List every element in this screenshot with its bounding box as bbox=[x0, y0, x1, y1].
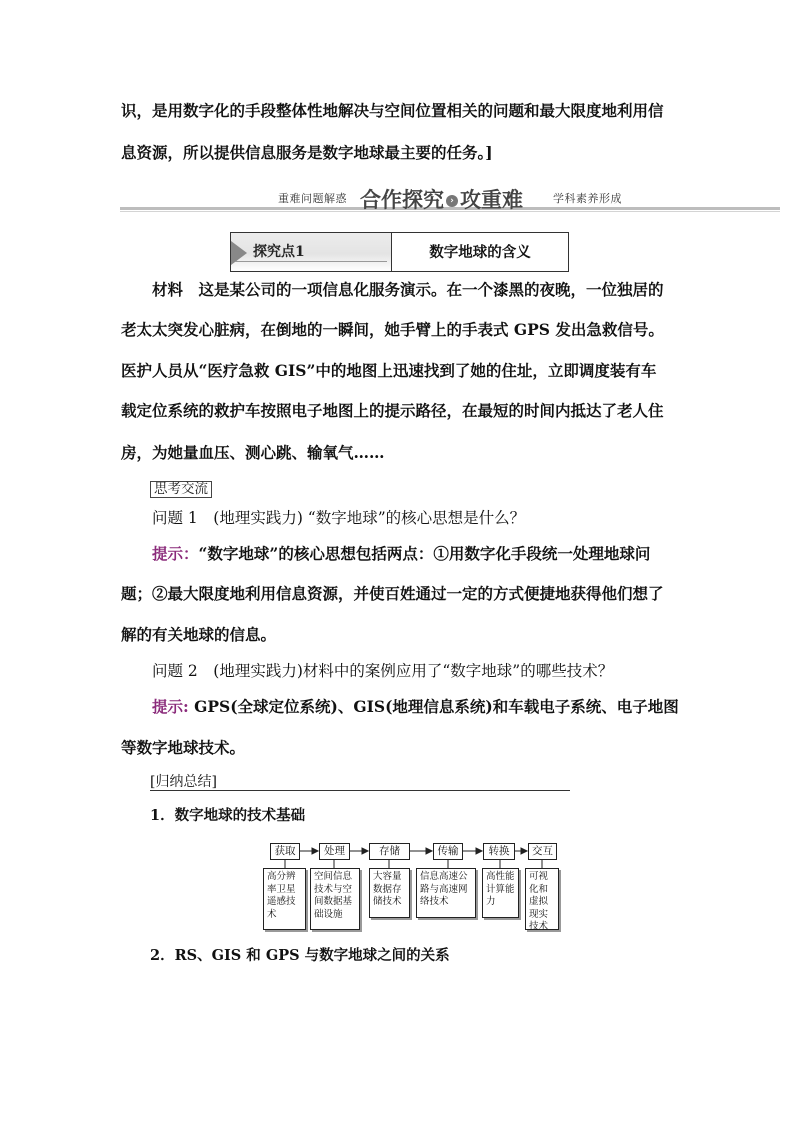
explore-point-tab bbox=[231, 233, 392, 271]
material-line-1: 材料 这是某公司的一项信息化服务演示。在一个漆黑的夜晚，一位独居的 bbox=[152, 280, 664, 299]
step-acquire: 获取 bbox=[270, 843, 300, 860]
step-transmit: 传输 bbox=[433, 843, 463, 860]
banner-right-text: 学科素养形成 bbox=[553, 192, 622, 205]
answer-1-line-3: 解的有关地球的信息。 bbox=[121, 625, 277, 644]
tab-underline bbox=[235, 261, 387, 262]
material-line-3: 医护人员从“医疗急救 GIS”中的地图上迅速找到了她的住址，立即调度装有车 bbox=[121, 361, 657, 380]
arrow-icon: › bbox=[446, 195, 458, 207]
answer-2-text: GPS(全球定位系统)、GIS(地理信息系统)和车载电子系统、电子地图 bbox=[188, 697, 679, 716]
answer-1-line-1 bbox=[152, 544, 708, 564]
heading-1: 1．数字地球的技术基础 bbox=[150, 807, 306, 824]
think-exchange-label: 思考交流 bbox=[150, 481, 212, 498]
detail-transmit: 信息高速公路与高速网络技术 bbox=[416, 868, 476, 918]
answer-2-line-1 bbox=[152, 697, 708, 717]
detail-convert: 高性能计算能力 bbox=[482, 868, 519, 918]
detail-store: 大容量数据存储技术 bbox=[369, 868, 410, 918]
banner-title bbox=[360, 184, 523, 214]
detail-interact: 可视化和虚拟现实技术 bbox=[525, 868, 559, 930]
hint-label: 提示： bbox=[152, 544, 199, 563]
step-process: 处理 bbox=[319, 843, 350, 860]
question-1: 问题 1 (地理实践力) “数字地球”的核心思想是什么？ bbox=[152, 509, 526, 527]
intro-line-1: 识，是用数字化的手段整体性地解决与空间位置相关的问题和最大限度地利用信 bbox=[121, 101, 664, 120]
detail-process: 空间信息技术与空间数据基础设施 bbox=[310, 868, 360, 930]
summary-label: [归纳总结] bbox=[150, 774, 217, 790]
answer-2-line-2: 等数字地球技术。 bbox=[121, 738, 246, 757]
summary-underline bbox=[150, 790, 570, 791]
step-convert: 转换 bbox=[483, 843, 515, 860]
banner-title-a: 合作探究 bbox=[360, 188, 444, 212]
hint-label: 提示: bbox=[152, 697, 189, 716]
answer-1-text: “数字地球”的核心思想包括两点：①用数字化手段统一处理地球问 bbox=[198, 544, 651, 563]
explore-point-label: 探究点1 bbox=[253, 244, 305, 260]
detail-acquire: 高分辨率卫星遥感技术 bbox=[263, 868, 306, 930]
material-line-2: 老太太突发心脏病，在倒地的一瞬间，她手臂上的手表式 GPS 发出急救信号。 bbox=[121, 320, 664, 339]
banner-left-text: 重难问题解惑 bbox=[278, 192, 347, 205]
section-banner bbox=[120, 184, 780, 214]
question-2: 问题 2 (地理实践力)材料中的案例应用了“数字地球”的哪些技术？ bbox=[152, 662, 614, 680]
heading-2: 2．RS、GIS 和 GPS 与数字地球之间的关系 bbox=[150, 947, 450, 964]
explore-point-box bbox=[230, 232, 569, 272]
intro-line-2: 息资源，所以提供信息服务是数字地球最主要的任务。] bbox=[121, 143, 493, 162]
banner-title-b: 攻重难 bbox=[460, 188, 523, 212]
material-line-5: 房，为她量血压、测心跳、输氧气…… bbox=[121, 443, 385, 462]
step-store: 存储 bbox=[369, 843, 410, 860]
material-line-4: 载定位系统的救护车按照电子地图上的提示路径，在最短的时间内抵达了老人住 bbox=[121, 401, 664, 420]
explore-point-title: 数字地球的含义 bbox=[429, 244, 531, 261]
answer-1-line-2: 题；②最大限度地利用信息资源，并使百姓通过一定的方式便捷地获得他们想了 bbox=[121, 584, 664, 603]
step-interact: 交互 bbox=[528, 843, 557, 860]
